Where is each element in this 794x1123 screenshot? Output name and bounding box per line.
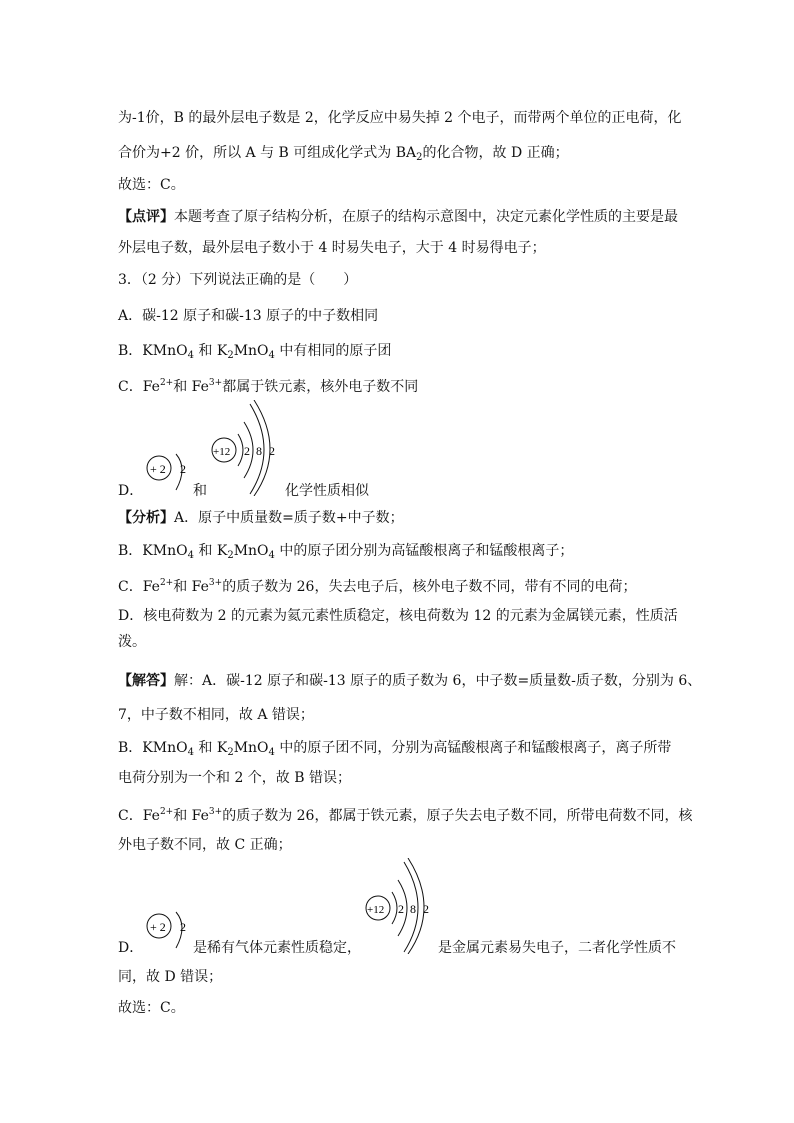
solution-line xyxy=(118,802,692,826)
subscript: 2 xyxy=(227,747,234,758)
solution-line xyxy=(118,738,671,763)
subscript: 4 xyxy=(187,350,194,361)
text-span: 本题考查了原子结构分析，在原子的结构示意图中，决定元素化学性质的主要是最 xyxy=(174,209,678,225)
text-span: 都属于铁元素，核外电子数不同 xyxy=(222,379,419,395)
mg-shell-1-count: 2 xyxy=(398,902,404,916)
solution-d-tail: 是金属元素易失电子，二者化学性质不 xyxy=(438,940,676,956)
subscript: 4 xyxy=(268,550,275,561)
magnesium-atom-diagram xyxy=(206,400,286,496)
solution-line xyxy=(118,671,701,691)
subscript: 4 xyxy=(187,550,194,561)
text-span: 中的原子团不同，分别为高锰酸根离子和锰酸根离子，离子所带 xyxy=(274,740,672,756)
magnesium-atom-diagram xyxy=(360,858,440,954)
analysis-line xyxy=(118,508,404,528)
solution-d-label: D． xyxy=(118,940,144,956)
analysis-line xyxy=(118,541,573,566)
option-d-tail: 化学性质相似 xyxy=(285,483,369,499)
option-d-label: D． xyxy=(118,483,144,499)
text-line xyxy=(118,143,569,168)
text-span: B．KMnO xyxy=(118,543,188,559)
he-nucleus-label: + 2 xyxy=(150,920,166,934)
text-span: 解：A．碳-12 原子和碳-13 原子的质子数为 6，中子数=质量数-质子数，分别为 6、 xyxy=(174,673,702,689)
mg-shell-2-count: 8 xyxy=(256,444,262,458)
he-nucleus-label: + 2 xyxy=(150,462,166,476)
text-span: B．KMnO xyxy=(118,343,188,359)
text-span: 中有相同的原子团 xyxy=(274,343,392,359)
analysis-line xyxy=(118,573,636,597)
text-span: C．Fe xyxy=(118,579,160,595)
solution-line: 7，中子数不相同，故 A 错误； xyxy=(118,707,314,723)
text-span: 和 Fe xyxy=(173,808,209,824)
text-span: C．Fe xyxy=(118,808,160,824)
superscript: 2+ xyxy=(159,578,174,588)
text-span: 和 Fe xyxy=(173,579,209,595)
option-c xyxy=(118,373,418,397)
text-line: 为-1价，B 的最外层电子数是 2，化学反应中易失掉 2 个电子，而带两个单位的正电荷，化 xyxy=(118,110,682,126)
question-title: 3．（2 分）下列说法正确的是（ ） xyxy=(118,272,358,288)
mg-shell-2-count: 8 xyxy=(410,902,416,916)
mg-shell-3-count: 2 xyxy=(423,902,429,916)
text-span: 的质子数为 26，都属于铁元素，原子失去电子数不同，所带电荷数不同，核 xyxy=(222,808,693,824)
option-d-and: 和 xyxy=(193,483,207,499)
text-line xyxy=(118,207,678,227)
superscript: 3+ xyxy=(208,378,223,388)
text-span: 和 Fe xyxy=(173,379,209,395)
helium-atom-diagram xyxy=(140,908,200,954)
analysis-line: 泼。 xyxy=(118,634,146,650)
text-span: 的质子数为 26，失去电子后，核外电子数不同，带有不同的电荷； xyxy=(222,579,637,595)
solution-line: 故选：C。 xyxy=(118,1000,185,1016)
text-span: 和 K xyxy=(193,343,228,359)
mg-nucleus-label: +12 xyxy=(213,446,231,458)
text-span: MnO xyxy=(233,740,269,756)
text-span: 合价为+2 价，所以 A 与 B 可组成化学式为 BA xyxy=(118,145,417,161)
text-line: 故选：C。 xyxy=(118,177,185,193)
subscript: 2 xyxy=(227,350,234,361)
solution-line: 外电子数不同，故 C 正确； xyxy=(118,837,292,853)
text-span: C．Fe xyxy=(118,379,160,395)
section-tag-review: 【点评】 xyxy=(118,209,174,225)
option-a: A．碳-12 原子和碳-13 原子的中子数相同 xyxy=(118,308,379,324)
he-shell-1-count: 2 xyxy=(180,462,186,476)
subscript: 4 xyxy=(268,747,275,758)
he-shell-1-count: 2 xyxy=(180,920,186,934)
superscript: 2+ xyxy=(159,378,174,388)
solution-line: 同，故 D 错误； xyxy=(118,969,223,985)
superscript: 2+ xyxy=(159,807,174,817)
text-span: 的化合物，故 D 正确； xyxy=(422,145,569,161)
subscript: 2 xyxy=(416,152,423,163)
text-span: 和 K xyxy=(193,543,228,559)
subscript: 4 xyxy=(187,747,194,758)
subscript: 4 xyxy=(268,350,275,361)
solution-d-middle: 是稀有气体元素性质稳定， xyxy=(193,940,361,956)
superscript: 3+ xyxy=(208,578,223,588)
text-span: MnO xyxy=(233,343,269,359)
subscript: 2 xyxy=(227,550,234,561)
helium-atom-diagram xyxy=(140,450,200,496)
analysis-line: D．核电荷数为 2 的元素为氦元素性质稳定，核电荷数为 12 的元素为金属镁元素，性质活 xyxy=(118,608,678,624)
text-span: 中的原子团分别为高锰酸根离子和锰酸根离子； xyxy=(274,543,574,559)
text-span: MnO xyxy=(233,543,269,559)
section-tag-solution: 【解答】 xyxy=(118,673,174,689)
mg-shell-1-count: 2 xyxy=(244,444,250,458)
option-b xyxy=(118,341,391,366)
text-span: A．原子中质量数=质子数+中子数； xyxy=(174,510,404,526)
text-span: B．KMnO xyxy=(118,740,188,756)
text-span: 和 K xyxy=(193,740,228,756)
section-tag-analysis: 【分析】 xyxy=(118,510,174,526)
mg-shell-3-count: 2 xyxy=(269,444,275,458)
solution-line: 电荷分别为一个和 2 个，故 B 错误； xyxy=(118,770,351,786)
superscript: 3+ xyxy=(208,807,223,817)
text-line: 外层电子数，最外层电子数小于 4 时易失电子，大于 4 时易得电子； xyxy=(118,240,546,256)
mg-nucleus-label: +12 xyxy=(367,904,385,916)
